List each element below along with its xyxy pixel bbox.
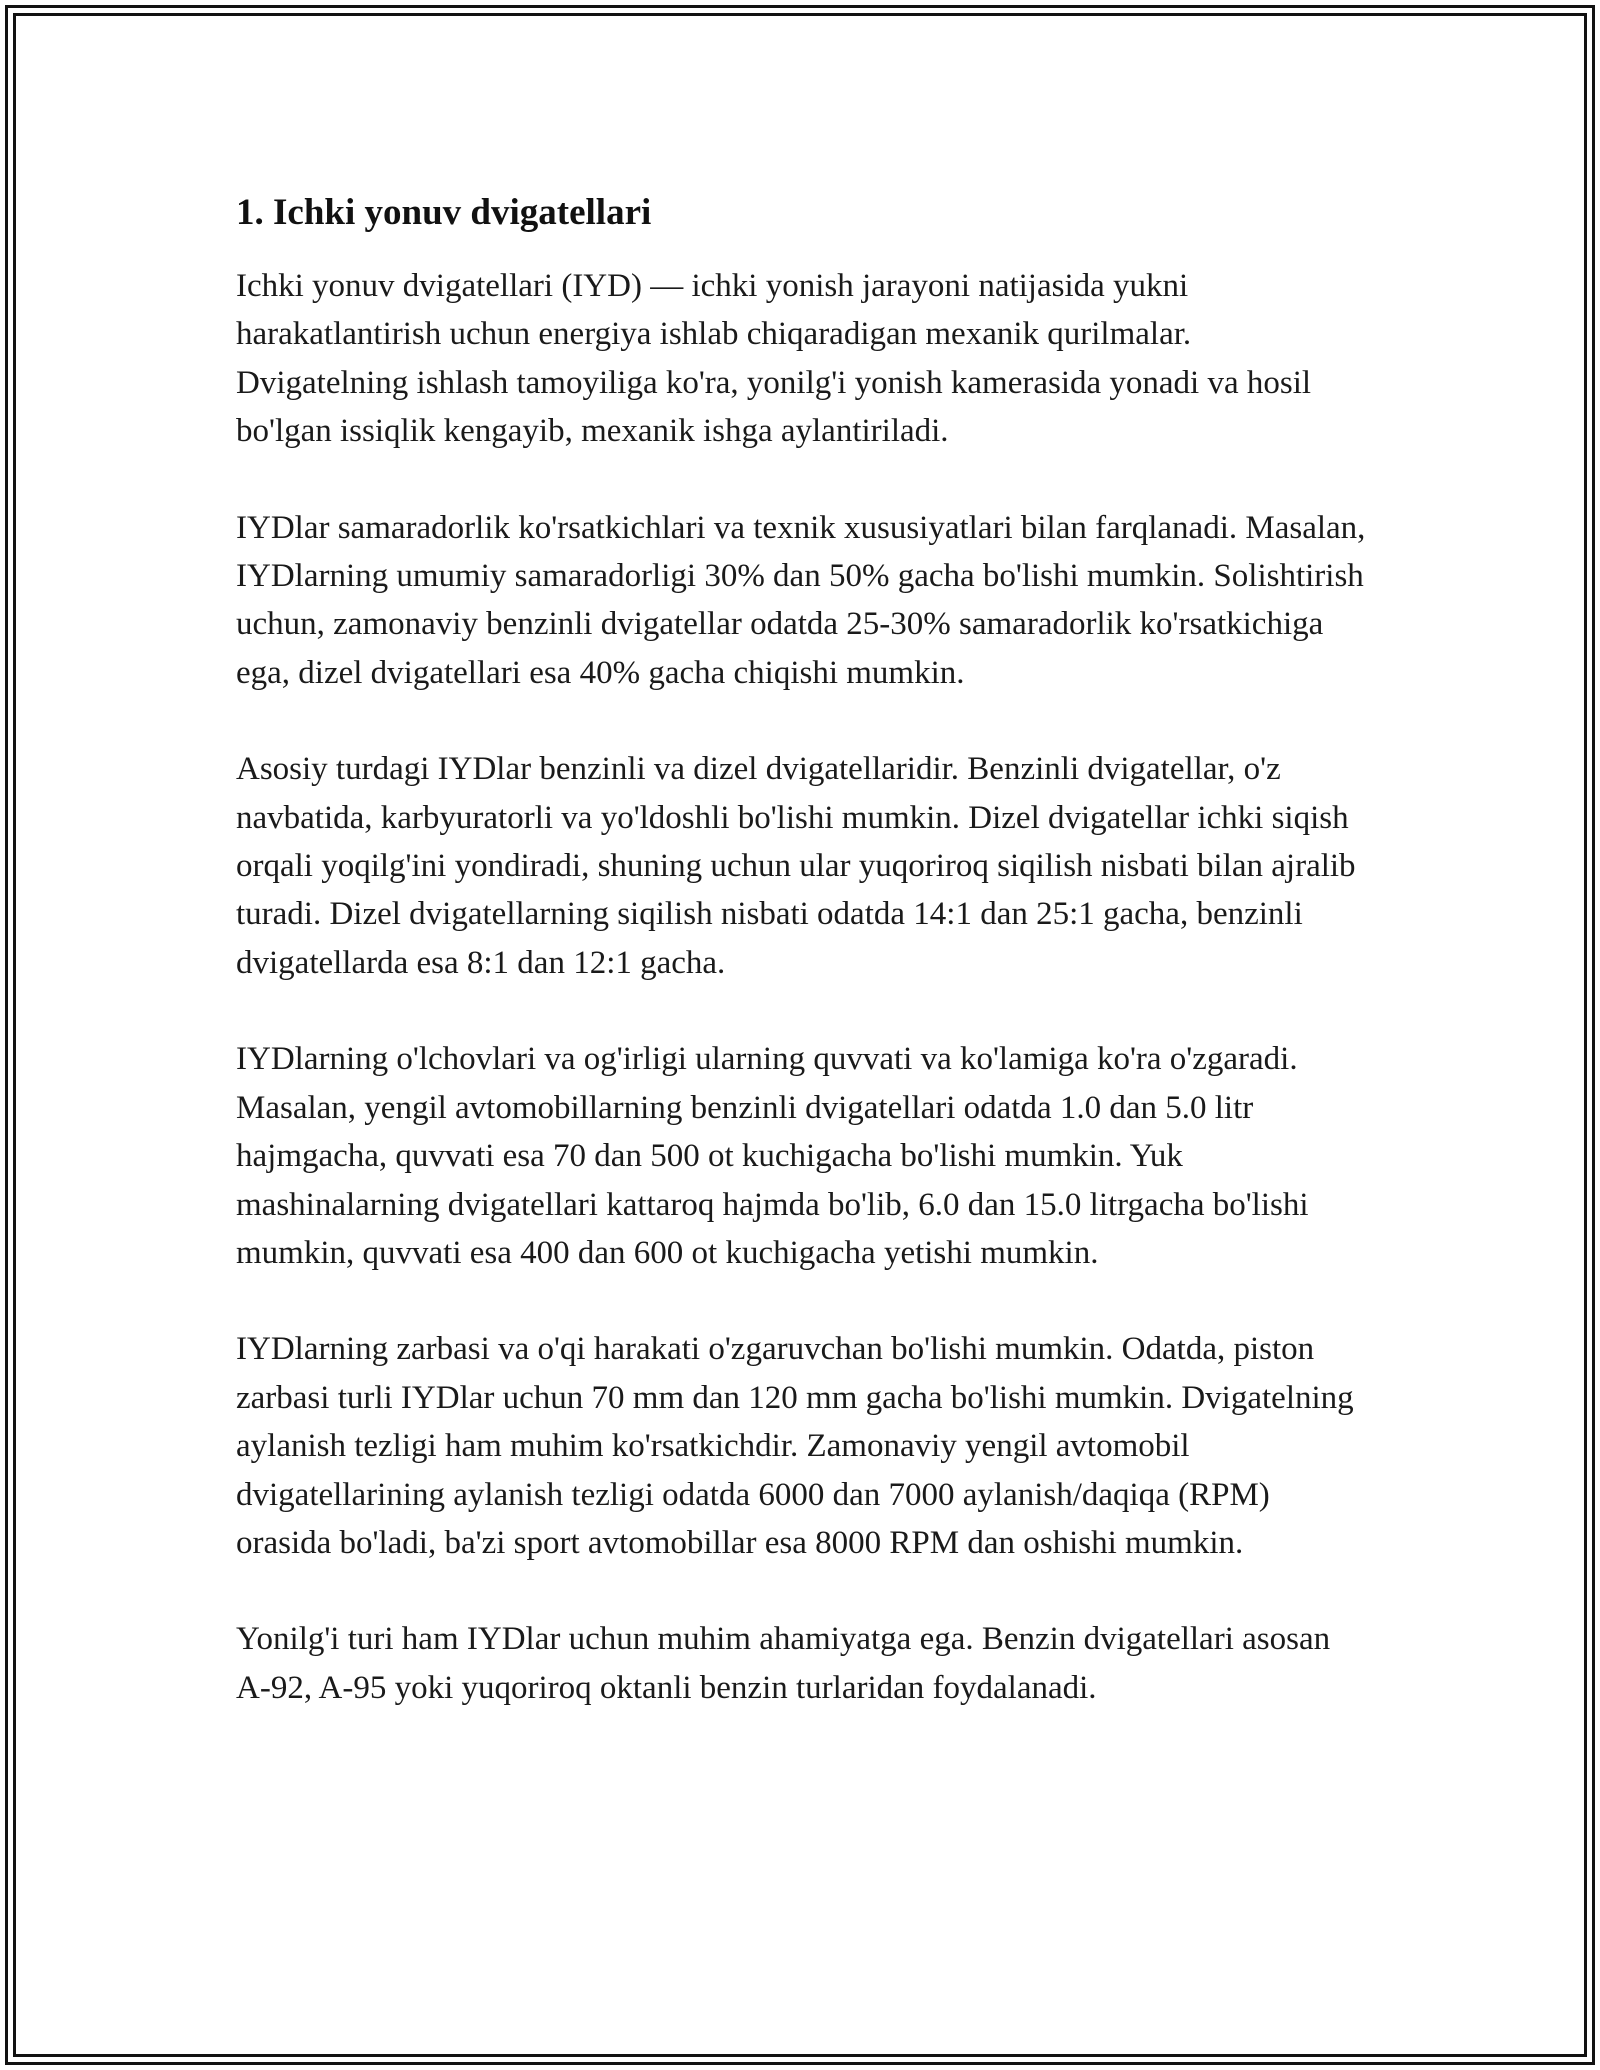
paragraph-engine-types: Asosiy turdagi IYDlar benzinli va dizel dvigatellaridir. Benzinli dvigatellar, o'z navbatida, karbyuratorli va yo'ldoshli bo'lishi mumkin. Dizel dvigatellar ichki siqish orqali yoqilg'ini yondiradi, shuning uchun ular yuqoriroq siqilish nisbati bilan ajralib turadi. Dizel dvigatellarning siqilish nisbati odatda 14:1 dan 25:1 gacha, benzinli dvigatellarda esa 8:1 dan 12:1 gacha.: [236, 751, 1356, 981]
paragraph-stroke-rpm: IYDlarning zarbasi va o'qi harakati o'zgaruvchan bo'lishi mumkin. Odatda, piston zarbasi turli IYDlar uchun 70 mm dan 120 mm gacha bo'lishi mumkin. Dvigatelning aylanish tezligi ham muhim ko'rsatkichdir. Zamonaviy yengil avtomobil dvigatellarining aylanish tezligi odatda 6000 dan 7000 aylanish/daqiqa (RPM) orasida bo'ladi, ba'zi sport avtomobillar esa 8000 RPM dan oshishi mumkin.: [236, 1331, 1354, 1561]
paragraph-dimensions: IYDlarning o'lchovlari va og'irligi ularning quvvati va ko'lamiga ko'ra o'zgaradi. Masalan, yengil avtomobillarning benzinli dvigatellari odatda 1.0 dan 5.0 litr hajmgacha, quvvati esa 70 dan 500 ot kuchigacha bo'lishi mumkin. Yuk mashinalarning dvigatellari kattaroq hajmda bo'lib, 6.0 dan 15.0 litrgacha bo'lishi mumkin, quvvati esa 400 dan 600 ot kuchigacha yetishi mumkin.: [236, 1041, 1309, 1271]
section-heading: 1. Ichki yonuv dvigatellari: [236, 192, 652, 233]
paragraph-intro: Ichki yonuv dvigatellari (IYD) — ichki yonish jarayoni natijasida yukni harakatlantirish uchun energiya ishlab chiqaradigan mexanik qurilmalar. Dvigatelning ishlash tamoyiliga ko'ra, yonilg'i yonish kamerasida yonadi va hosil bo'lgan issiqlik kengayib, mexanik ishga aylantiriladi.: [236, 268, 1312, 450]
document-body: [236, 188, 1366, 1712]
paragraph-efficiency: IYDlar samaradorlik ko'rsatkichlari va texnik xususiyatlari bilan farqlanadi. Masalan, IYDlarning umumiy samaradorligi 30% dan 50% gacha bo'lishi mumkin. Solishtirish uchun, zamonaviy benzinli dvigatellar odatda 25-30% samaradorlik ko'rsatkichiga ega, dizel dvigatellari esa 40% gacha chiqishi mumkin.: [236, 509, 1366, 691]
paragraph-fuel-type: Yonilg'i turi ham IYDlar uchun muhim ahamiyatga ega. Benzin dvigatellari asosan A-92, A-95 yoki yuqoriroq oktanli benzin turlaridan foydalanadi.: [236, 1621, 1331, 1706]
